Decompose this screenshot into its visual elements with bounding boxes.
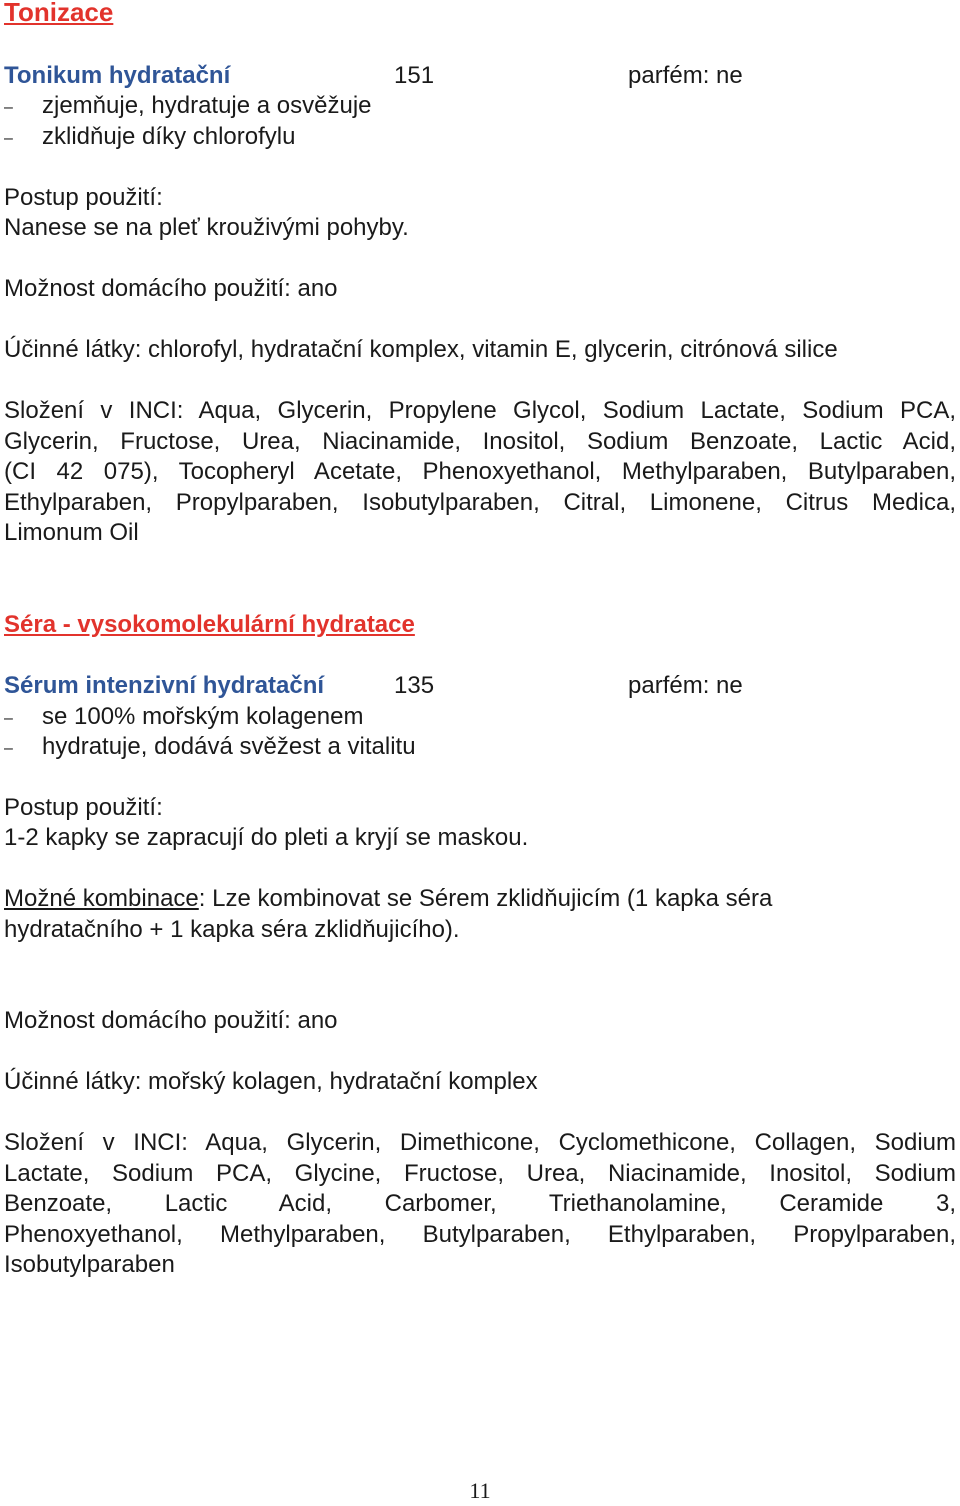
combinations xyxy=(4,884,772,914)
product-code: 135 xyxy=(394,672,435,699)
home-use: Možnost domácího použití: ano xyxy=(4,1007,338,1034)
bullet-dash-icon: – xyxy=(4,740,13,757)
inci-line: Složení v INCI: Aqua, Glycerin, Dimethicone, Cyclomethicone, Collagen, Sodium xyxy=(4,1129,956,1156)
bullet-dash-icon: – xyxy=(4,99,13,116)
bullet-item: se 100% mořským kolagenem xyxy=(42,703,364,730)
home-use: Možnost domácího použití: ano xyxy=(4,275,338,302)
section-heading-sera: Séra - vysokomolekulární hydratace xyxy=(4,611,415,638)
combinations-label: Možné kombinace xyxy=(4,885,199,912)
inci-line: Isobutylparaben xyxy=(4,1251,175,1278)
usage-label: Postup použití: xyxy=(4,794,163,821)
page-number: 11 xyxy=(469,1478,491,1503)
product-code: 151 xyxy=(394,62,435,89)
usage-text: Nanese se na pleť krouživými pohyby. xyxy=(4,214,409,241)
perfume-info: parfém: ne xyxy=(628,672,743,699)
inci-line: Glycerin, Fructose, Urea, Niacinamide, Inositol, Sodium Benzoate, Lactic Acid, xyxy=(4,427,956,455)
bullet-item: zklidňuje díky chlorofylu xyxy=(42,123,296,150)
bullet-dash-icon: – xyxy=(4,130,13,147)
inci-line: (CI 42 075), Tocopheryl Acetate, Phenoxyethanol, Methylparaben, Butylparaben, xyxy=(4,458,956,485)
combinations-text-cont: hydratačního + 1 kapka séra zklidňujicího). xyxy=(4,916,460,943)
perfume-info: parfém: ne xyxy=(628,62,743,89)
inci-line: Limonum Oil xyxy=(4,519,139,546)
inci-composition xyxy=(4,396,956,549)
active-ingredients: Účinné látky: chlorofyl, hydratační komplex, vitamin E, glycerin, citrónová silice xyxy=(4,336,838,363)
inci-line: Phenoxyethanol, Methylparaben, Butylparaben, Ethylparaben, Propylparaben, xyxy=(4,1220,956,1248)
inci-line: Složení v INCI: Aqua, Glycerin, Propylene Glycol, Sodium Lactate, Sodium PCA, xyxy=(4,397,956,424)
usage-label: Postup použití: xyxy=(4,184,163,211)
inci-composition xyxy=(4,1128,956,1281)
inci-line: Lactate, Sodium PCA, Glycine, Fructose, Urea, Niacinamide, Inositol, Sodium xyxy=(4,1159,956,1187)
inci-line: Benzoate, Lactic Acid, Carbomer, Triethanolamine, Ceramide 3, xyxy=(4,1190,956,1217)
combinations-text: : Lze kombinovat se Sérem zklidňujicím (1 kapka séra xyxy=(198,885,773,912)
bullet-item: hydratuje, dodává svěžest a vitalitu xyxy=(42,733,416,760)
active-ingredients: Účinné látky: mořský kolagen, hydratační komplex xyxy=(4,1068,538,1095)
section-heading-tonizace: Tonizace xyxy=(4,0,114,27)
bullet-item: zjemňuje, hydratuje a osvěžuje xyxy=(42,92,372,119)
inci-line: Ethylparaben, Propylparaben, Isobutylparaben, Citral, Limonene, Citrus Medica, xyxy=(4,488,956,516)
product-name: Sérum intenzivní hydratační xyxy=(4,672,325,699)
usage-text: 1-2 kapky se zapracují do pleti a kryjí se maskou. xyxy=(4,824,529,851)
product-name: Tonikum hydratační xyxy=(4,62,231,89)
bullet-dash-icon: – xyxy=(4,710,13,727)
